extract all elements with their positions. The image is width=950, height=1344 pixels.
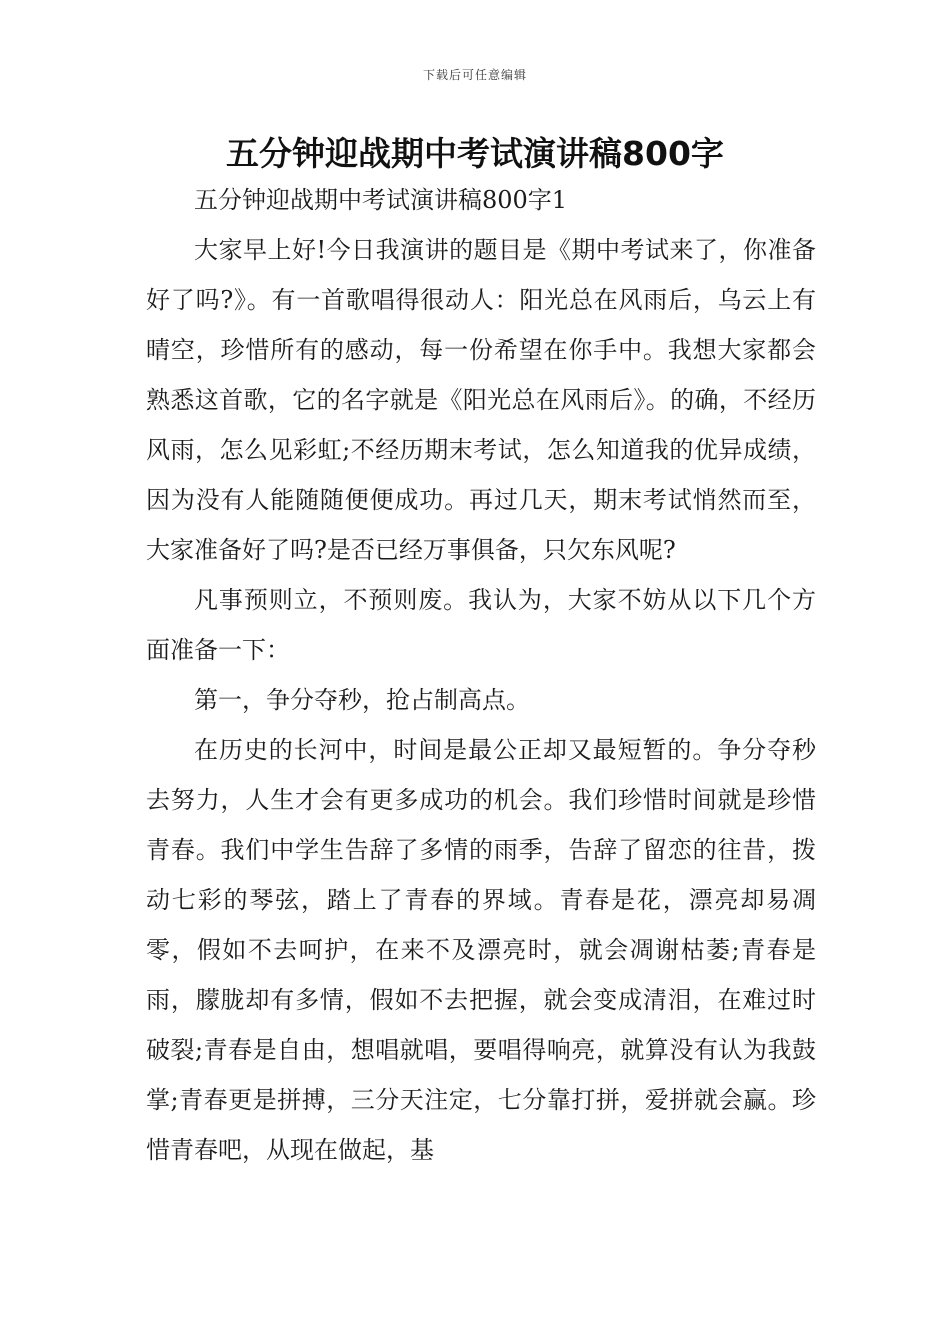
body-paragraph: 大家早上好!今日我演讲的题目是《期中考试来了，你准备好了吗?》。有一首歌唱得很动人：阳光总在风雨后，乌云上有晴空，珍惜所有的感动，每一份希望在你手中。我想大家都会熟悉这首歌，它的名字就是《阳光总在风雨后》。的确，不经历风雨，怎么见彩虹;不经历期末考试，怎么知道我的优异成绩，因为没有人能随随便便成功。再过几天，期末考试悄然而至，大家准备好了吗?是否已经万事俱备，只欠东风呢?: [146, 236, 816, 564]
document-title: 五分钟迎战期中考试演讲稿800字: [226, 134, 724, 173]
body-paragraph: 第一，争分夺秒，抢占制高点。: [194, 686, 530, 714]
document-body: [146, 175, 816, 1175]
header-note: 下载后可任意编辑: [422, 68, 527, 82]
body-paragraph: 在历史的长河中，时间是最公正却又最短暂的。争分夺秒去努力，人生才会有更多成功的机会。我们珍惜时间就是珍惜青春。我们中学生告辞了多情的雨季，告辞了留恋的往昔，拨动七彩的琴弦，踏上了青春的界域。青春是花，漂亮却易凋零，假如不去呵护，在来不及漂亮时，就会凋谢枯萎;青春是雨，朦胧却有多情，假如不去把握，就会变成清泪，在难过时破裂;青春是自由，想唱就唱，要唱得响亮，就算没有认为我鼓掌;青春更是拼搏，三分天注定，七分靠打拼，爱拼就会赢。珍惜青春吧，从现在做起，基: [146, 736, 816, 1164]
subtitle-paragraph: 五分钟迎战期中考试演讲稿800字1: [194, 186, 568, 214]
body-paragraph: 凡事预则立，不预则废。我认为，大家不妨从以下几个方面准备一下：: [146, 586, 816, 664]
